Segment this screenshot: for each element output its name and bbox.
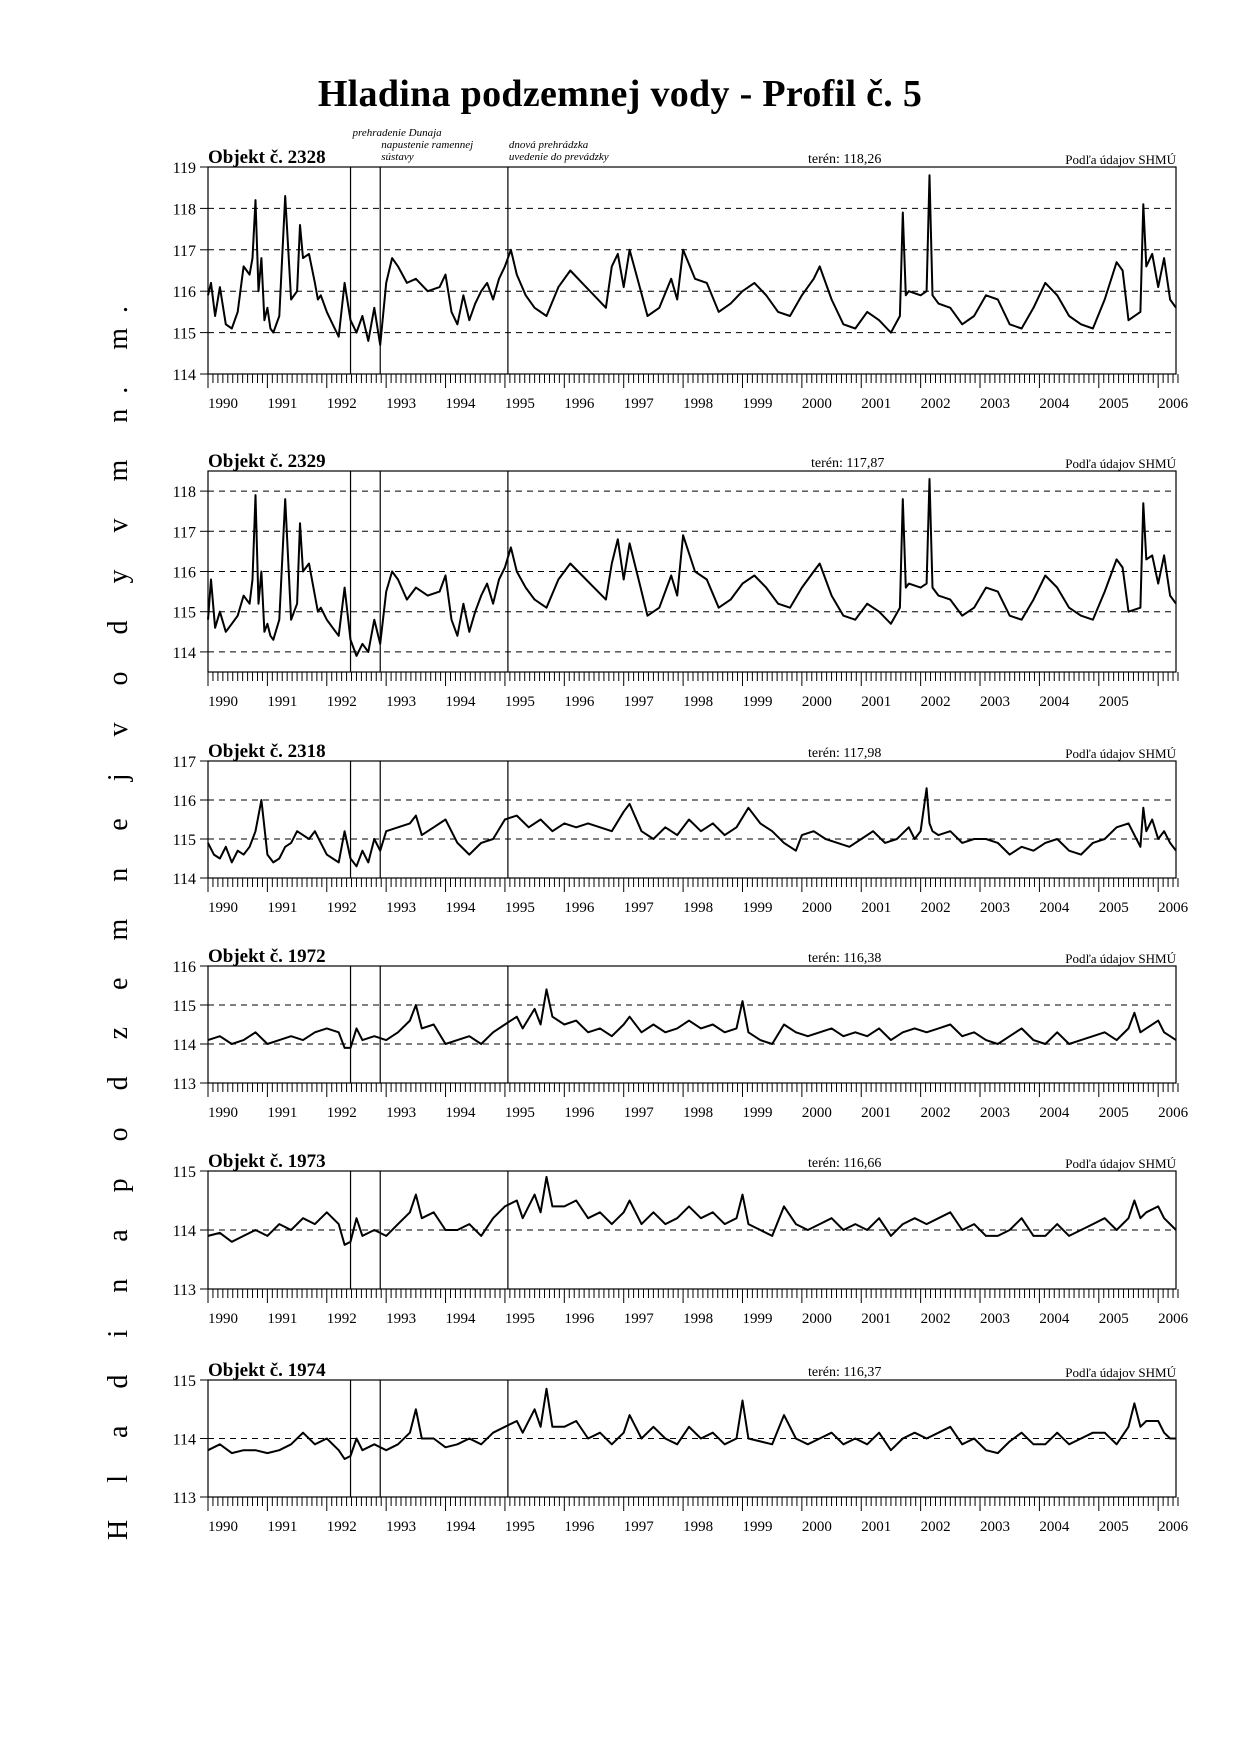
source-label: Podľa údajov SHMÚ xyxy=(1065,1365,1176,1380)
x-tick-label: 2000 xyxy=(801,1105,832,1121)
x-tick-label: 1992 xyxy=(326,694,357,710)
x-tick-label: 1994 xyxy=(445,694,476,710)
y-tick-label: 114 xyxy=(172,1037,196,1054)
x-tick-label: 2003 xyxy=(980,1311,1011,1327)
x-tick-label: 1993 xyxy=(386,694,417,710)
x-tick-label: 1997 xyxy=(623,1311,654,1327)
page-title: Hladina podzemnej vody - Profil č. 5 xyxy=(317,73,923,115)
x-tick-label: 2002 xyxy=(920,396,951,412)
y-tick-label: 115 xyxy=(172,604,196,622)
y-tick-label: 113 xyxy=(172,1076,196,1093)
x-tick-label: 2003 xyxy=(980,694,1011,710)
x-tick-label: 1998 xyxy=(683,900,714,916)
x-tick-label: 1993 xyxy=(386,396,417,412)
x-tick-label: 1994 xyxy=(445,900,476,916)
x-tick-label: 2004 xyxy=(1039,1519,1070,1535)
chart-panel-4 xyxy=(173,946,1189,1121)
x-tick-label: 1998 xyxy=(683,1105,714,1121)
x-tick-label: 2006 xyxy=(1158,1105,1189,1121)
chart-panel-2 xyxy=(173,451,1178,710)
x-tick-label: 2000 xyxy=(801,1311,832,1327)
x-tick-label: 1996 xyxy=(564,396,595,412)
x-tick-label: 1995 xyxy=(504,1105,535,1121)
x-tick-label: 2005 xyxy=(1098,1105,1129,1121)
x-tick-label: 2003 xyxy=(980,396,1011,412)
y-tick-label: 116 xyxy=(172,959,196,976)
chart-panel-6 xyxy=(173,1360,1189,1535)
x-tick-label: 2000 xyxy=(801,1519,832,1535)
chart-panel-3 xyxy=(173,741,1189,916)
x-tick-label: 1994 xyxy=(445,396,476,412)
panel-title: Objekt č. 1974 xyxy=(208,1360,326,1381)
x-tick-label: 1990 xyxy=(208,694,238,710)
x-tick-label: 1992 xyxy=(326,1105,357,1121)
x-tick-label: 1991 xyxy=(267,694,298,710)
x-tick-label: 2005 xyxy=(1098,694,1129,710)
event-annotation: uvedenie do prevádzky xyxy=(508,151,609,163)
x-tick-label: 2001 xyxy=(861,694,892,710)
y-tick-label: 116 xyxy=(172,793,196,810)
y-tick-label: 115 xyxy=(172,325,196,343)
plot-frame xyxy=(208,966,1176,1083)
y-tick-label: 117 xyxy=(172,754,196,771)
data-series-line xyxy=(208,989,1176,1048)
y-tick-label: 115 xyxy=(172,832,196,849)
x-tick-label: 2001 xyxy=(861,1311,892,1327)
y-tick-label: 115 xyxy=(172,998,196,1015)
x-tick-label: 2006 xyxy=(1158,1519,1189,1535)
y-tick-label: 114 xyxy=(172,1431,196,1449)
y-tick-label: 114 xyxy=(172,871,196,888)
panel-title: Objekt č. 1972 xyxy=(208,946,326,967)
x-tick-label: 2005 xyxy=(1098,900,1129,916)
x-tick-label: 1990 xyxy=(208,396,238,412)
x-tick-label: 1999 xyxy=(742,1105,773,1121)
x-tick-label: 2001 xyxy=(861,1519,892,1535)
x-tick-label: 2000 xyxy=(801,396,832,412)
x-tick-label: 1994 xyxy=(445,1311,476,1327)
x-tick-label: 1999 xyxy=(742,694,773,710)
y-tick-label: 119 xyxy=(172,160,196,177)
x-tick-label: 1993 xyxy=(386,1311,417,1327)
teren-label: terén: 116,38 xyxy=(808,951,882,966)
x-tick-label: 1997 xyxy=(623,396,654,412)
x-tick-label: 1996 xyxy=(564,694,595,710)
source-label: Podľa údajov SHMÚ xyxy=(1065,152,1176,167)
x-tick-label: 1991 xyxy=(267,1105,298,1121)
y-tick-label: 118 xyxy=(172,201,196,219)
chart-panel-5 xyxy=(173,1151,1189,1327)
data-series-line xyxy=(208,1389,1176,1459)
source-label: Podľa údajov SHMÚ xyxy=(1065,456,1176,471)
x-tick-label: 1996 xyxy=(564,1519,595,1535)
x-tick-label: 2000 xyxy=(801,694,832,710)
x-tick-label: 2006 xyxy=(1158,396,1189,412)
teren-label: terén: 116,66 xyxy=(808,1156,882,1171)
x-tick-label: 1999 xyxy=(742,396,773,412)
x-tick-label: 2004 xyxy=(1039,1311,1070,1327)
y-tick-label: 116 xyxy=(172,564,196,582)
x-tick-label: 2002 xyxy=(920,694,951,710)
x-tick-label: 2004 xyxy=(1039,1105,1070,1121)
x-tick-label: 2001 xyxy=(861,900,892,916)
x-tick-label: 2004 xyxy=(1039,694,1070,710)
x-tick-label: 2003 xyxy=(980,1519,1011,1535)
y-tick-label: 118 xyxy=(172,484,196,502)
x-tick-label: 1998 xyxy=(683,396,714,412)
x-tick-label: 1993 xyxy=(386,900,417,916)
x-tick-label: 2002 xyxy=(920,1519,951,1535)
y-tick-label: 113 xyxy=(172,1490,196,1507)
x-tick-label: 1993 xyxy=(386,1105,417,1121)
x-tick-label: 2003 xyxy=(980,1105,1011,1121)
x-tick-label: 1992 xyxy=(326,900,357,916)
x-tick-label: 2005 xyxy=(1098,1519,1129,1535)
y-tick-label: 114 xyxy=(172,1223,196,1240)
x-tick-label: 1995 xyxy=(504,1519,535,1535)
y-tick-label: 114 xyxy=(172,644,196,662)
x-tick-label: 2001 xyxy=(861,396,892,412)
event-annotation: dnová prehrádzka xyxy=(508,139,589,151)
x-tick-label: 1994 xyxy=(445,1105,476,1121)
x-tick-label: 1995 xyxy=(504,694,535,710)
event-annotation: napustenie ramennej xyxy=(381,139,474,151)
x-tick-label: 2006 xyxy=(1158,900,1189,916)
x-tick-label: 1999 xyxy=(742,1311,773,1327)
x-tick-label: 1996 xyxy=(564,1311,595,1327)
teren-label: terén: 117,87 xyxy=(811,456,885,471)
x-tick-label: 1997 xyxy=(623,694,654,710)
x-tick-label: 1991 xyxy=(267,396,298,412)
y-tick-label: 114 xyxy=(172,367,196,384)
panel-title: Objekt č. 2328 xyxy=(208,147,326,168)
data-series-line xyxy=(208,175,1176,345)
x-tick-label: 1991 xyxy=(267,1311,298,1327)
teren-label: terén: 117,98 xyxy=(808,746,882,761)
y-tick-label: 117 xyxy=(172,524,196,542)
x-tick-label: 1995 xyxy=(504,1311,535,1327)
teren-label: terén: 118,26 xyxy=(808,152,882,167)
x-tick-label: 1992 xyxy=(326,1519,357,1535)
teren-label: terén: 116,37 xyxy=(808,1365,882,1380)
x-tick-label: 2005 xyxy=(1098,1311,1129,1327)
x-tick-label: 1995 xyxy=(504,900,535,916)
x-tick-label: 1998 xyxy=(683,1519,714,1535)
x-tick-label: 2006 xyxy=(1158,1311,1189,1327)
x-tick-label: 1998 xyxy=(683,1311,714,1327)
source-label: Podľa údajov SHMÚ xyxy=(1065,1156,1176,1171)
x-tick-label: 1995 xyxy=(504,396,535,412)
x-tick-label: 2002 xyxy=(920,900,951,916)
x-tick-label: 1990 xyxy=(208,1105,238,1121)
data-series-line xyxy=(208,1177,1176,1245)
data-series-line xyxy=(208,479,1176,656)
y-tick-label: 116 xyxy=(172,284,196,302)
y-tick-label: 115 xyxy=(172,1373,196,1390)
y-axis-label: H l a d i n a p o d z e m n e j v o d y v m n. m. xyxy=(103,290,134,1540)
event-annotation: sústavy xyxy=(381,151,414,163)
x-tick-label: 2001 xyxy=(861,1105,892,1121)
x-tick-label: 1992 xyxy=(326,396,357,412)
x-tick-label: 2002 xyxy=(920,1105,951,1121)
x-tick-label: 1997 xyxy=(623,1105,654,1121)
x-tick-label: 1991 xyxy=(267,1519,298,1535)
panel-title: Objekt č. 2329 xyxy=(208,451,326,472)
x-tick-label: 1993 xyxy=(386,1519,417,1535)
x-tick-label: 1999 xyxy=(742,1519,773,1535)
source-label: Podľa údajov SHMÚ xyxy=(1065,951,1176,966)
x-tick-label: 2003 xyxy=(980,900,1011,916)
panel-title: Objekt č. 1973 xyxy=(208,1151,326,1172)
x-tick-label: 1996 xyxy=(564,1105,595,1121)
x-tick-label: 2002 xyxy=(920,1311,951,1327)
x-tick-label: 2004 xyxy=(1039,900,1070,916)
y-tick-label: 113 xyxy=(172,1282,196,1299)
x-tick-label: 2004 xyxy=(1039,396,1070,412)
x-tick-label: 1991 xyxy=(267,900,298,916)
x-tick-label: 1999 xyxy=(742,900,773,916)
x-tick-label: 1996 xyxy=(564,900,595,916)
panel-title: Objekt č. 2318 xyxy=(208,741,326,762)
chart-panel-1 xyxy=(173,147,1189,412)
x-tick-label: 1992 xyxy=(326,1311,357,1327)
event-annotation: prehradenie Dunaja xyxy=(352,127,442,139)
x-tick-label: 1994 xyxy=(445,1519,476,1535)
x-tick-label: 2000 xyxy=(801,900,832,916)
x-tick-label: 2005 xyxy=(1098,396,1129,412)
y-tick-label: 115 xyxy=(172,1164,196,1181)
x-tick-label: 1990 xyxy=(208,1311,238,1327)
x-tick-label: 1997 xyxy=(623,1519,654,1535)
source-label: Podľa údajov SHMÚ xyxy=(1065,746,1176,761)
x-tick-label: 1990 xyxy=(208,900,238,916)
y-tick-label: 117 xyxy=(172,242,196,260)
x-tick-label: 1990 xyxy=(208,1519,238,1535)
x-tick-label: 1998 xyxy=(683,694,714,710)
x-tick-label: 1997 xyxy=(623,900,654,916)
